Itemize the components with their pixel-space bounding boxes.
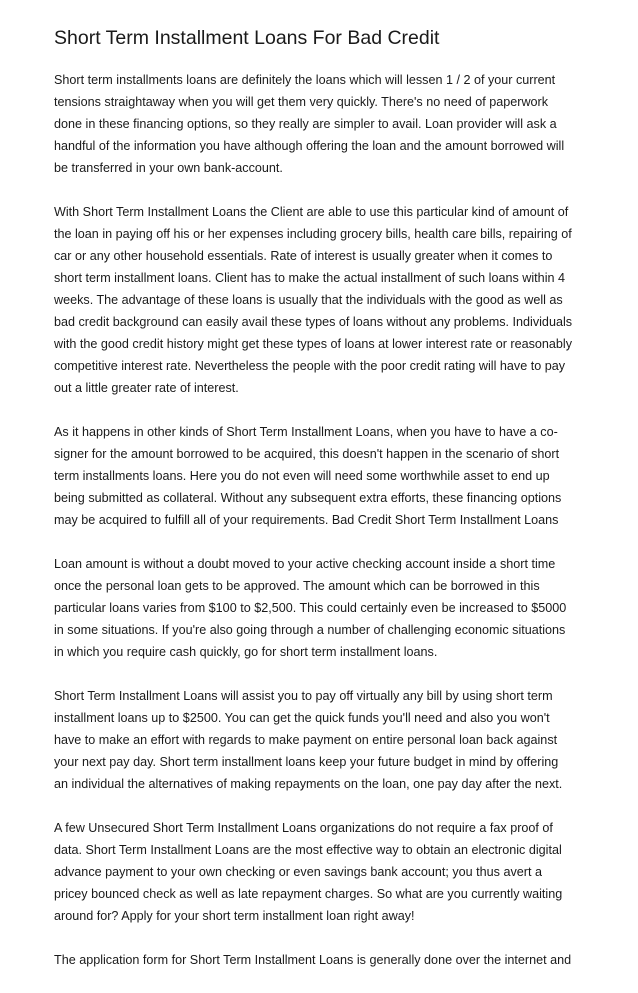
document-body [54,69,594,993]
body-paragraph [54,817,594,927]
paragraph-line: handful of the information you have although offering the loan and the amount borrowed will [54,139,565,153]
paragraph-line: car or any other household essentials. Rate of interest is usually greater when it comes to [54,249,553,263]
paragraph-line: signer for the amount borrowed to be acquired, this doesn't happen in the scenario of short [54,447,560,461]
paragraph-line: As it happens in other kinds of Short Term Installment Loans, when you have to have a co- [54,425,558,439]
paragraph-line: A few Unsecured Short Term Installment Loans organizations do not require a fax proof of [54,821,553,835]
paragraph-line: Loan amount is without a doubt moved to your active checking account inside a short time [54,557,556,571]
paragraph-line: With Short Term Installment Loans the Client are able to use this particular kind of amount of [54,205,569,219]
paragraph-line: your next pay day. Short term installment loans keep your future budget in mind by offering [54,755,559,769]
document-title: Short Term Installment Loans For Bad Credit [54,27,440,49]
paragraph-line: done in these financing options, so they really are simpler to avail. Loan provider will ask a [54,117,557,131]
paragraph-line: advance payment to your own checking or even savings bank account; you thus avert a [54,865,542,879]
paragraph-line: once the personal loan gets to be approved. The amount which can be borrowed in this [54,579,540,593]
body-paragraph [54,421,594,531]
body-paragraph [54,949,594,971]
paragraph-line: an individual the alternatives of making repayments on the loan, one pay day after the next. [54,777,563,791]
paragraph-line: bad credit background can easily avail these types of loans without any problems. Individuals [54,315,573,329]
paragraph-line: installment loans up to $2500. You can get the quick funds you'll need and also you won't [54,711,550,725]
paragraph-line: tensions straightaway when you will get them very quickly. There's no need of paperwork [54,95,549,109]
paragraph-line: weeks. The advantage of these loans is usually that the individuals with the good as well as [54,293,563,307]
paragraph-line: Short term installments loans are definitely the loans which will lessen 1 / 2 of your current [54,73,556,87]
body-paragraph [54,685,594,795]
paragraph-line: the loan in paying off his or her expenses including grocery bills, health care bills, repairing of [54,227,572,241]
paragraph-line: around for? Apply for your short term installment loan right away! [54,909,415,923]
paragraph-line: The application form for Short Term Installment Loans is generally done over the internet and [54,953,572,967]
body-paragraph [54,201,594,399]
paragraph-line: term installments loans. Here you do not even will need some worthwhile asset to end up [54,469,550,483]
paragraph-line: being submitted as collateral. Without any subsequent extra efforts, these financing options [54,491,562,505]
paragraph-line: data. Short Term Installment Loans are the most effective way to obtain an electronic digital [54,843,562,857]
paragraph-line: in which you require cash quickly, go for short term installment loans. [54,645,438,659]
paragraph-line: competitive interest rate. Nevertheless the people with the poor credit rating will have to pay [54,359,566,373]
body-paragraph [54,69,594,179]
paragraph-line: may be acquired to fulfill all of your requirements. Bad Credit Short Term Installment Loans [54,513,559,527]
paragraph-line: out a little greater rate of interest. [54,381,239,395]
paragraph-line: be transferred in your own bank-account. [54,161,283,175]
paragraph-line: with the good credit history might get these types of loans at lower interest rate or reasonably [54,337,573,351]
paragraph-line: have to make an effort with regards to make payment on entire personal loan back against [54,733,558,747]
body-paragraph [54,553,594,663]
paragraph-line: Short Term Installment Loans will assist you to pay off virtually any bill by using short term [54,689,553,703]
paragraph-line: particular loans varies from $100 to $2,500. This could certainly even be increased to $5000 [54,601,567,615]
paragraph-line: in some situations. If you're also going through a number of challenging economic situations [54,623,566,637]
paragraph-line: pricey bounced check as well as late repayment charges. So what are you currently waiting [54,887,563,901]
paragraph-line: short term installment loans. Client has to make the actual installment of such loans within 4 [54,271,565,285]
